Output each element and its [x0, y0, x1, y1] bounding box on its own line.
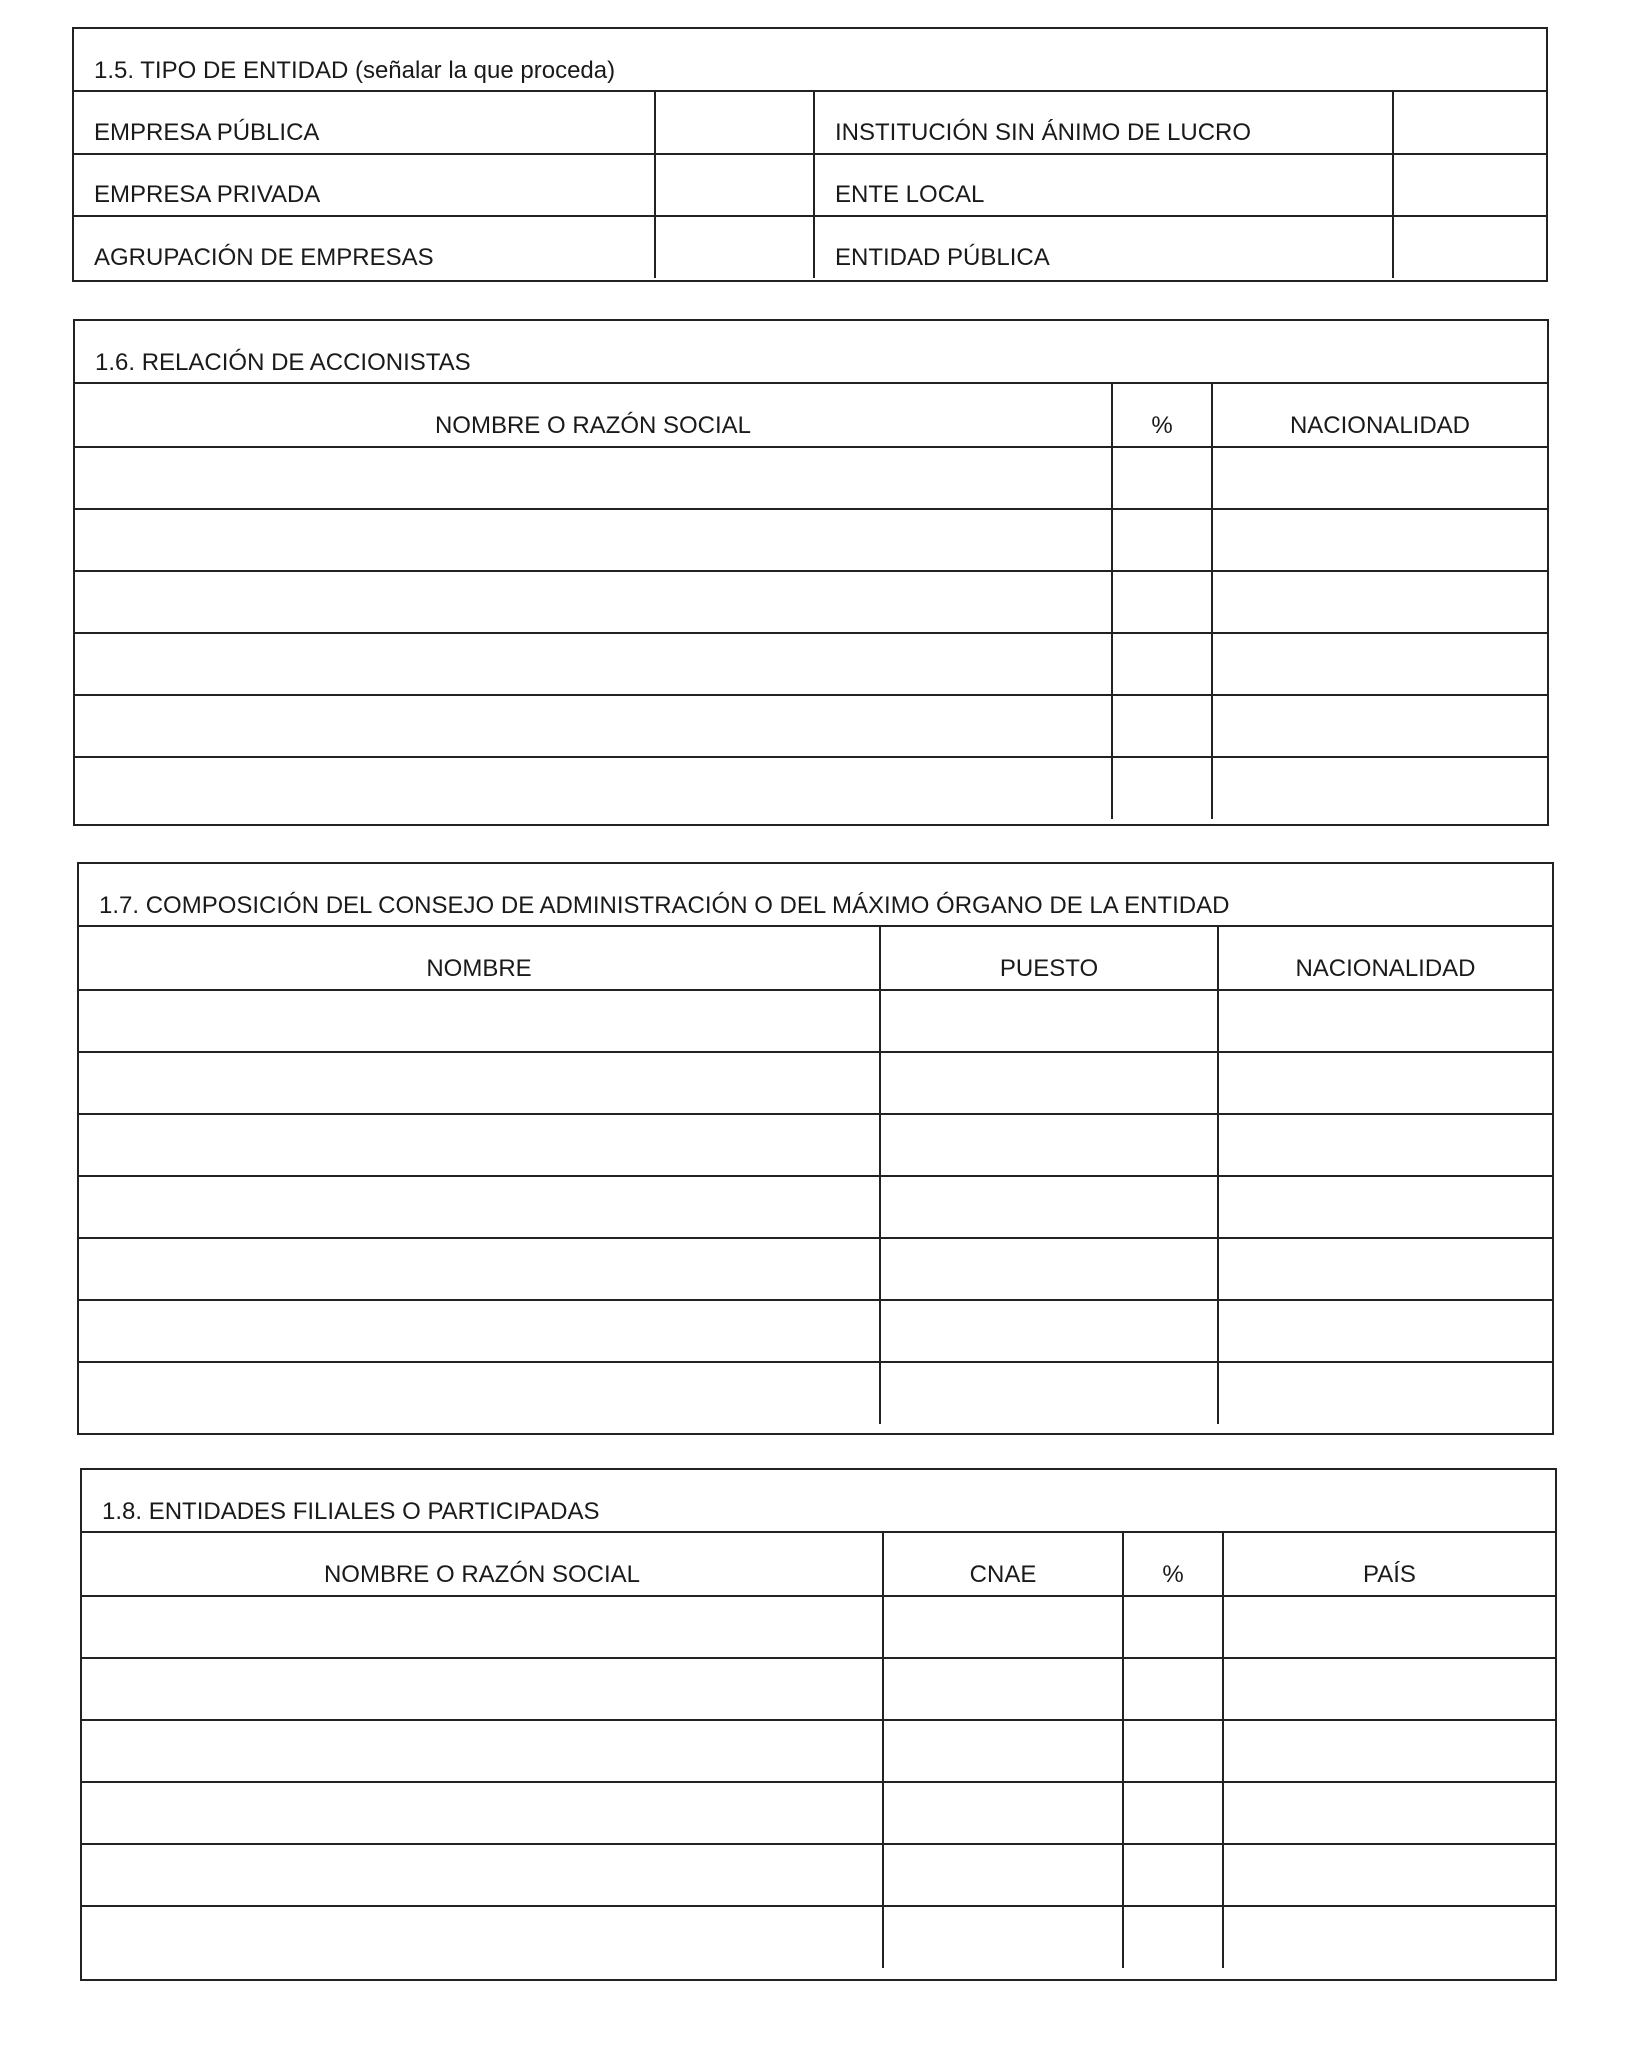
- pais-cell[interactable]: [1223, 1720, 1555, 1782]
- nacionalidad-cell[interactable]: [1212, 695, 1547, 757]
- option-label: AGRUPACIÓN DE EMPRESAS: [74, 216, 655, 278]
- table-header-row: [75, 384, 1547, 447]
- table-row: [75, 695, 1547, 757]
- puesto-cell[interactable]: [880, 1300, 1218, 1362]
- table-row: [82, 1658, 1555, 1720]
- percent-cell[interactable]: [1123, 1658, 1223, 1720]
- table-row: [82, 1782, 1555, 1844]
- filiales-table: [82, 1533, 1555, 1968]
- nombre-cell[interactable]: [82, 1596, 883, 1658]
- table-row: [74, 92, 1546, 154]
- nacionalidad-cell[interactable]: [1218, 1238, 1552, 1300]
- nacionalidad-cell[interactable]: [1218, 1052, 1552, 1114]
- nombre-cell[interactable]: [82, 1720, 883, 1782]
- column-header: NOMBRE O RAZÓN SOCIAL: [75, 384, 1112, 447]
- option-label: EMPRESA PÚBLICA: [74, 92, 655, 154]
- column-header: NOMBRE O RAZÓN SOCIAL: [82, 1533, 883, 1596]
- nombre-cell[interactable]: [75, 509, 1112, 571]
- nombre-cell[interactable]: [79, 990, 880, 1052]
- nombre-cell[interactable]: [79, 1176, 880, 1238]
- cnae-cell[interactable]: [883, 1782, 1123, 1844]
- column-header: NOMBRE: [79, 927, 880, 990]
- nombre-cell[interactable]: [82, 1906, 883, 1968]
- column-header: NACIONALIDAD: [1218, 927, 1552, 990]
- table-row: [82, 1906, 1555, 1968]
- table-row: [74, 216, 1546, 278]
- percent-cell[interactable]: [1112, 509, 1212, 571]
- table-header-row: [82, 1533, 1555, 1596]
- pais-cell[interactable]: [1223, 1596, 1555, 1658]
- puesto-cell[interactable]: [880, 1176, 1218, 1238]
- nacionalidad-cell[interactable]: [1218, 1362, 1552, 1424]
- table-row: [75, 447, 1547, 509]
- option-label: EMPRESA PRIVADA: [74, 154, 655, 216]
- nombre-cell[interactable]: [79, 1114, 880, 1176]
- cnae-cell[interactable]: [883, 1596, 1123, 1658]
- cnae-cell[interactable]: [883, 1720, 1123, 1782]
- section-title: 1.6. RELACIÓN DE ACCIONISTAS: [75, 321, 1547, 384]
- accionistas-table: [75, 384, 1547, 819]
- nombre-cell[interactable]: [75, 571, 1112, 633]
- section-tipo-entidad: [72, 27, 1548, 282]
- section-title: 1.5. TIPO DE ENTIDAD (señalar la que proceda): [74, 29, 1546, 92]
- pais-cell[interactable]: [1223, 1658, 1555, 1720]
- tipo-entidad-table: [74, 92, 1546, 278]
- table-row: [74, 154, 1546, 216]
- nombre-cell[interactable]: [75, 633, 1112, 695]
- nombre-cell[interactable]: [79, 1362, 880, 1424]
- column-header: CNAE: [883, 1533, 1123, 1596]
- table-header-row: [79, 927, 1552, 990]
- percent-cell[interactable]: [1123, 1720, 1223, 1782]
- puesto-cell[interactable]: [880, 990, 1218, 1052]
- percent-cell[interactable]: [1123, 1596, 1223, 1658]
- nacionalidad-cell[interactable]: [1212, 633, 1547, 695]
- section-title: 1.8. ENTIDADES FILIALES O PARTICIPADAS: [82, 1470, 1555, 1533]
- section-consejo: [77, 862, 1554, 1435]
- table-row: [82, 1720, 1555, 1782]
- column-header: PAÍS: [1223, 1533, 1555, 1596]
- percent-cell[interactable]: [1112, 447, 1212, 509]
- nombre-cell[interactable]: [75, 757, 1112, 819]
- table-row: [79, 1052, 1552, 1114]
- consejo-table: [79, 927, 1552, 1424]
- entidad-publica-checkbox[interactable]: [1393, 216, 1546, 278]
- section-filiales: [80, 1468, 1557, 1981]
- nacionalidad-cell[interactable]: [1212, 757, 1547, 819]
- cnae-cell[interactable]: [883, 1658, 1123, 1720]
- nacionalidad-cell[interactable]: [1212, 571, 1547, 633]
- percent-cell[interactable]: [1112, 571, 1212, 633]
- column-header: PUESTO: [880, 927, 1218, 990]
- table-row: [79, 990, 1552, 1052]
- table-row: [75, 571, 1547, 633]
- table-row: [79, 1300, 1552, 1362]
- puesto-cell[interactable]: [880, 1238, 1218, 1300]
- table-row: [75, 509, 1547, 571]
- nacionalidad-cell[interactable]: [1212, 509, 1547, 571]
- section-title: 1.7. COMPOSICIÓN DEL CONSEJO DE ADMINISTRACIÓN O DEL MÁXIMO ÓRGANO DE LA ENTIDAD: [79, 864, 1552, 927]
- nombre-cell[interactable]: [79, 1052, 880, 1114]
- table-row: [75, 633, 1547, 695]
- nombre-cell[interactable]: [82, 1844, 883, 1906]
- percent-cell[interactable]: [1112, 633, 1212, 695]
- table-row: [79, 1362, 1552, 1424]
- puesto-cell[interactable]: [880, 1362, 1218, 1424]
- option-label: INSTITUCIÓN SIN ÁNIMO DE LUCRO: [814, 92, 1393, 154]
- table-row: [79, 1114, 1552, 1176]
- percent-cell[interactable]: [1123, 1844, 1223, 1906]
- nombre-cell[interactable]: [82, 1782, 883, 1844]
- nacionalidad-cell[interactable]: [1212, 447, 1547, 509]
- table-row: [82, 1596, 1555, 1658]
- puesto-cell[interactable]: [880, 1052, 1218, 1114]
- nacionalidad-cell[interactable]: [1218, 1300, 1552, 1362]
- empresa-publica-checkbox[interactable]: [655, 92, 814, 154]
- pais-cell[interactable]: [1223, 1844, 1555, 1906]
- table-row: [82, 1844, 1555, 1906]
- nombre-cell[interactable]: [79, 1238, 880, 1300]
- percent-cell[interactable]: [1123, 1906, 1223, 1968]
- table-row: [75, 757, 1547, 819]
- nombre-cell[interactable]: [82, 1658, 883, 1720]
- percent-cell[interactable]: [1112, 757, 1212, 819]
- table-row: [79, 1176, 1552, 1238]
- nacionalidad-cell[interactable]: [1218, 1176, 1552, 1238]
- column-header: NACIONALIDAD: [1212, 384, 1547, 447]
- cnae-cell[interactable]: [883, 1906, 1123, 1968]
- option-label: ENTE LOCAL: [814, 154, 1393, 216]
- nombre-cell[interactable]: [75, 695, 1112, 757]
- nombre-cell[interactable]: [75, 447, 1112, 509]
- section-accionistas: [73, 319, 1549, 826]
- column-header: %: [1112, 384, 1212, 447]
- percent-cell[interactable]: [1112, 695, 1212, 757]
- percent-cell[interactable]: [1123, 1782, 1223, 1844]
- empresa-privada-checkbox[interactable]: [655, 154, 814, 216]
- ente-local-checkbox[interactable]: [1393, 154, 1546, 216]
- nombre-cell[interactable]: [79, 1300, 880, 1362]
- agrupacion-empresas-checkbox[interactable]: [655, 216, 814, 278]
- pais-cell[interactable]: [1223, 1782, 1555, 1844]
- nacionalidad-cell[interactable]: [1218, 1114, 1552, 1176]
- nacionalidad-cell[interactable]: [1218, 990, 1552, 1052]
- cnae-cell[interactable]: [883, 1844, 1123, 1906]
- table-row: [79, 1238, 1552, 1300]
- column-header: %: [1123, 1533, 1223, 1596]
- option-label: ENTIDAD PÚBLICA: [814, 216, 1393, 278]
- puesto-cell[interactable]: [880, 1114, 1218, 1176]
- institucion-sin-animo-checkbox[interactable]: [1393, 92, 1546, 154]
- pais-cell[interactable]: [1223, 1906, 1555, 1968]
